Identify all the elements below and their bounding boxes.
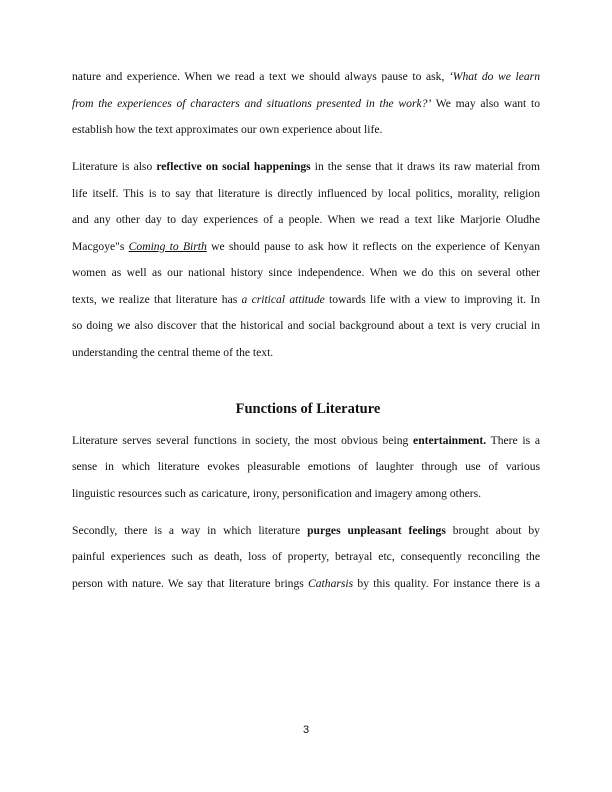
text-segment: life itself. This is to say that literature is directly influenced by local politics, morality, religion	[72, 187, 540, 200]
text-segment: nature and experience. When we read a text we should always pause to ask,	[72, 70, 449, 83]
bold-text: reflective on social happenings	[156, 160, 311, 173]
text-line	[72, 346, 540, 360]
text-segment: linguistic resources such as caricature, irony, personification and imagery among others.	[72, 487, 482, 500]
text-line	[72, 293, 540, 307]
book-title: Coming to Birth	[128, 240, 207, 253]
text-segment: by this quality. For instance there is a	[353, 577, 540, 590]
italic-text: from the experiences of characters and situations presented in the work?’	[72, 97, 432, 110]
text-line	[72, 97, 540, 111]
text-line	[72, 240, 540, 254]
italic-text: a critical attitude	[241, 293, 325, 306]
text-segment: understanding the central theme of the text.	[72, 346, 274, 359]
italic-text: ‘What do we learn	[448, 70, 540, 83]
text-line	[72, 577, 540, 591]
text-segment: Macgoye"s	[72, 240, 129, 253]
text-segment: brought about by	[445, 524, 540, 537]
text-segment: There is a	[486, 434, 540, 447]
bold-text: purges unpleasant feelings	[307, 524, 446, 537]
bold-text: entertainment.	[413, 434, 487, 447]
text-segment: Secondly, there is a way in which literature	[72, 524, 308, 537]
text-segment: painful experiences such as death, loss of property, betrayal etc, consequently reconciling the	[72, 550, 540, 563]
section-heading: Functions of Literature	[235, 401, 381, 417]
text-segment: texts, we realize that literature has	[72, 293, 242, 306]
text-segment: in the sense that it draws its raw material from	[310, 160, 540, 173]
text-line	[72, 460, 540, 474]
text-line	[72, 123, 540, 137]
text-segment: establish how the text approximates our own experience about life.	[72, 123, 383, 136]
text-line	[72, 524, 540, 538]
text-segment: Literature serves several functions in society, the most obvious being	[72, 434, 414, 447]
text-segment: sense in which literature evokes pleasurable emotions of laughter through use of various	[72, 460, 540, 473]
text-segment: we should pause to ask how it reflects on the experience of Kenyan	[206, 240, 540, 253]
text-segment: person with nature. We say that literature brings	[72, 577, 309, 590]
text-line	[72, 550, 540, 564]
text-line	[72, 70, 540, 84]
text-segment: so doing we also discover that the historical and social background about a text is very crucial in	[72, 319, 540, 332]
text-segment: Literature is also	[72, 160, 157, 173]
text-segment: We may also want to	[431, 97, 541, 110]
text-line	[72, 213, 540, 227]
italic-text: Catharsis	[308, 577, 354, 590]
text-line	[72, 160, 540, 174]
text-line	[72, 487, 540, 501]
text-segment: towards life with a view to improving it. In	[324, 293, 540, 306]
text-line	[72, 187, 540, 201]
page-number: 3	[302, 724, 310, 736]
text-segment: and any other day to day experiences of a people. When we read a text like Marjorie Oludhe	[72, 213, 540, 226]
text-line	[72, 434, 540, 448]
text-segment: women as well as our national history since independence. When we do this on several other	[72, 266, 540, 279]
text-line	[72, 319, 540, 333]
text-line	[72, 266, 540, 280]
